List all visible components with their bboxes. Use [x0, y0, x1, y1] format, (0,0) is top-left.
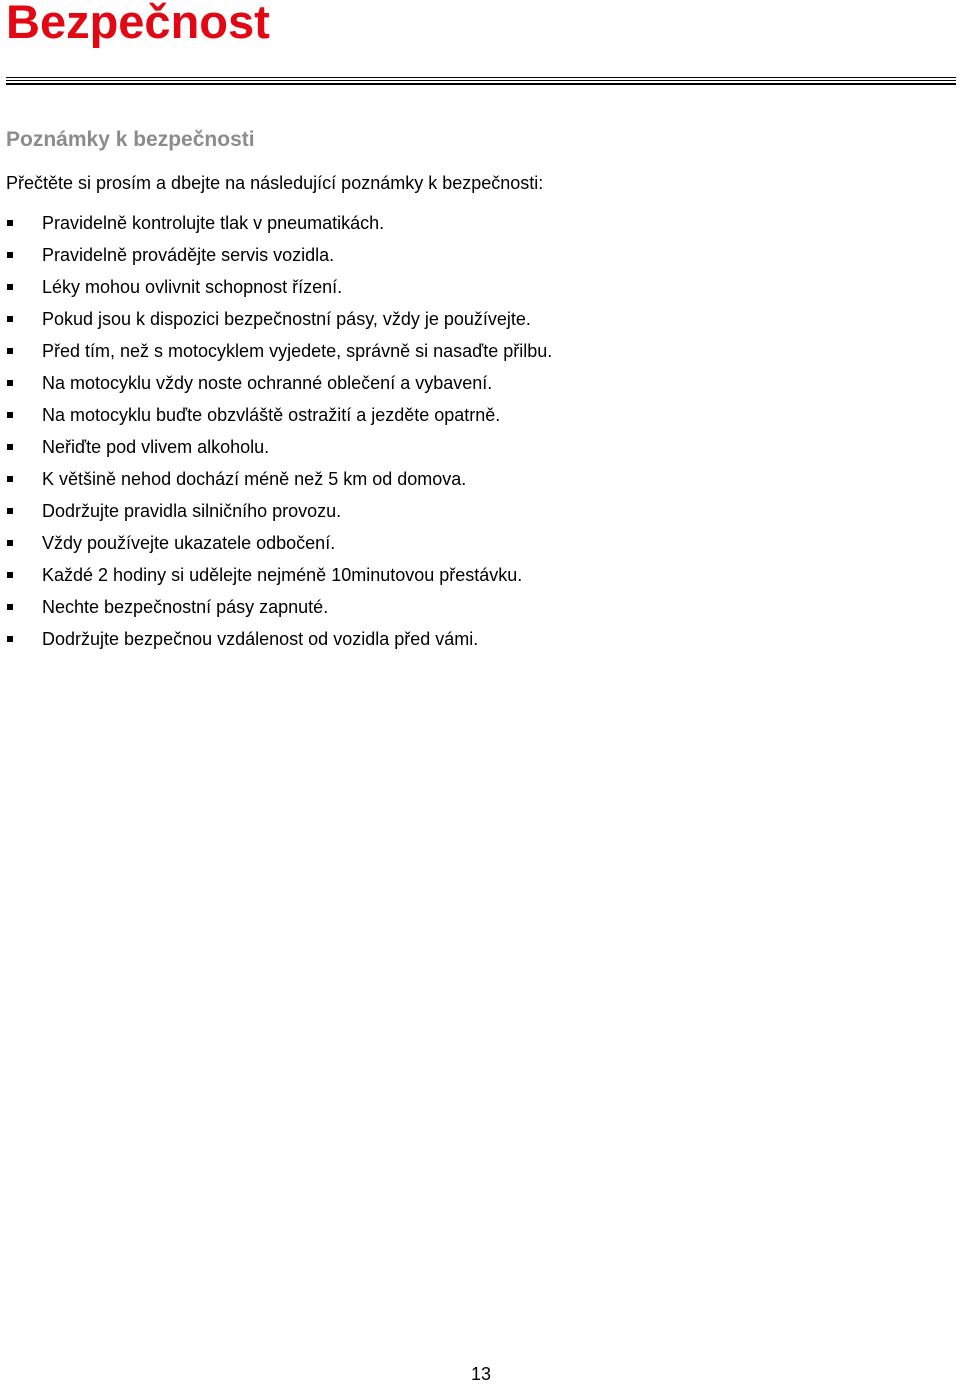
title-rule-thin-middle — [6, 80, 956, 81]
square-bullet-icon — [7, 604, 13, 610]
square-bullet-icon — [7, 252, 13, 258]
list-item-text: Dodržujte bezpečnou vzdálenost od vozidla před vámi. — [42, 629, 479, 649]
list-item — [0, 626, 552, 658]
list-item — [0, 562, 552, 594]
list-item — [0, 434, 552, 466]
list-item-text: Na motocyklu buďte obzvláště ostražití a jezděte opatrně. — [42, 405, 501, 425]
list-item-text: Na motocyklu vždy noste ochranné oblečení a vybavení. — [42, 373, 493, 393]
list-item-text: Pravidelně provádějte servis vozidla. — [42, 245, 335, 265]
list-item-text: Každé 2 hodiny si udělejte nejméně 10minutovou přestávku. — [42, 565, 523, 585]
list-item-text: Neřiďte pod vlivem alkoholu. — [42, 437, 270, 457]
list-item-text: Pravidelně kontrolujte tlak v pneumatikách. — [42, 213, 385, 233]
list-item-text: Vždy používejte ukazatele odbočení. — [42, 533, 336, 553]
safety-notes-list — [0, 210, 552, 658]
square-bullet-icon — [7, 380, 13, 386]
list-item — [0, 242, 552, 274]
square-bullet-icon — [7, 412, 13, 418]
square-bullet-icon — [7, 316, 13, 322]
list-item-text: Před tím, než s motocyklem vyjedete, správně si nasaďte přilbu. — [42, 341, 553, 361]
intro-text: Přečtěte si prosím a dbejte na následující poznámky k bezpečnosti: — [6, 173, 544, 193]
list-item — [0, 306, 552, 338]
list-item — [0, 466, 552, 498]
list-item-text: Léky mohou ovlivnit schopnost řízení. — [42, 277, 343, 297]
square-bullet-icon — [7, 540, 13, 546]
list-item — [0, 594, 552, 626]
square-bullet-icon — [7, 508, 13, 514]
square-bullet-icon — [7, 348, 13, 354]
title-rule-thin-top — [6, 77, 956, 78]
list-item-text: Dodržujte pravidla silničního provozu. — [42, 501, 342, 521]
list-item-text: K většině nehod dochází méně než 5 km od domova. — [42, 469, 467, 489]
list-item — [0, 530, 552, 562]
list-item — [0, 370, 552, 402]
square-bullet-icon — [7, 636, 13, 642]
list-item-text: Nechte bezpečnostní pásy zapnuté. — [42, 597, 329, 617]
list-item — [0, 498, 552, 530]
list-item — [0, 402, 552, 434]
list-item — [0, 210, 552, 242]
square-bullet-icon — [7, 476, 13, 482]
page-number: 13 — [470, 1364, 492, 1384]
page-title: Bezpečnost — [6, 0, 270, 48]
square-bullet-icon — [7, 284, 13, 290]
square-bullet-icon — [7, 444, 13, 450]
list-item — [0, 274, 552, 306]
list-item-text: Pokud jsou k dispozici bezpečnostní pásy, vždy je používejte. — [42, 309, 531, 329]
section-heading: Poznámky k bezpečnosti — [6, 128, 255, 151]
title-rule-thick-bottom — [6, 83, 956, 85]
square-bullet-icon — [7, 572, 13, 578]
list-item — [0, 338, 552, 370]
square-bullet-icon — [7, 220, 13, 226]
